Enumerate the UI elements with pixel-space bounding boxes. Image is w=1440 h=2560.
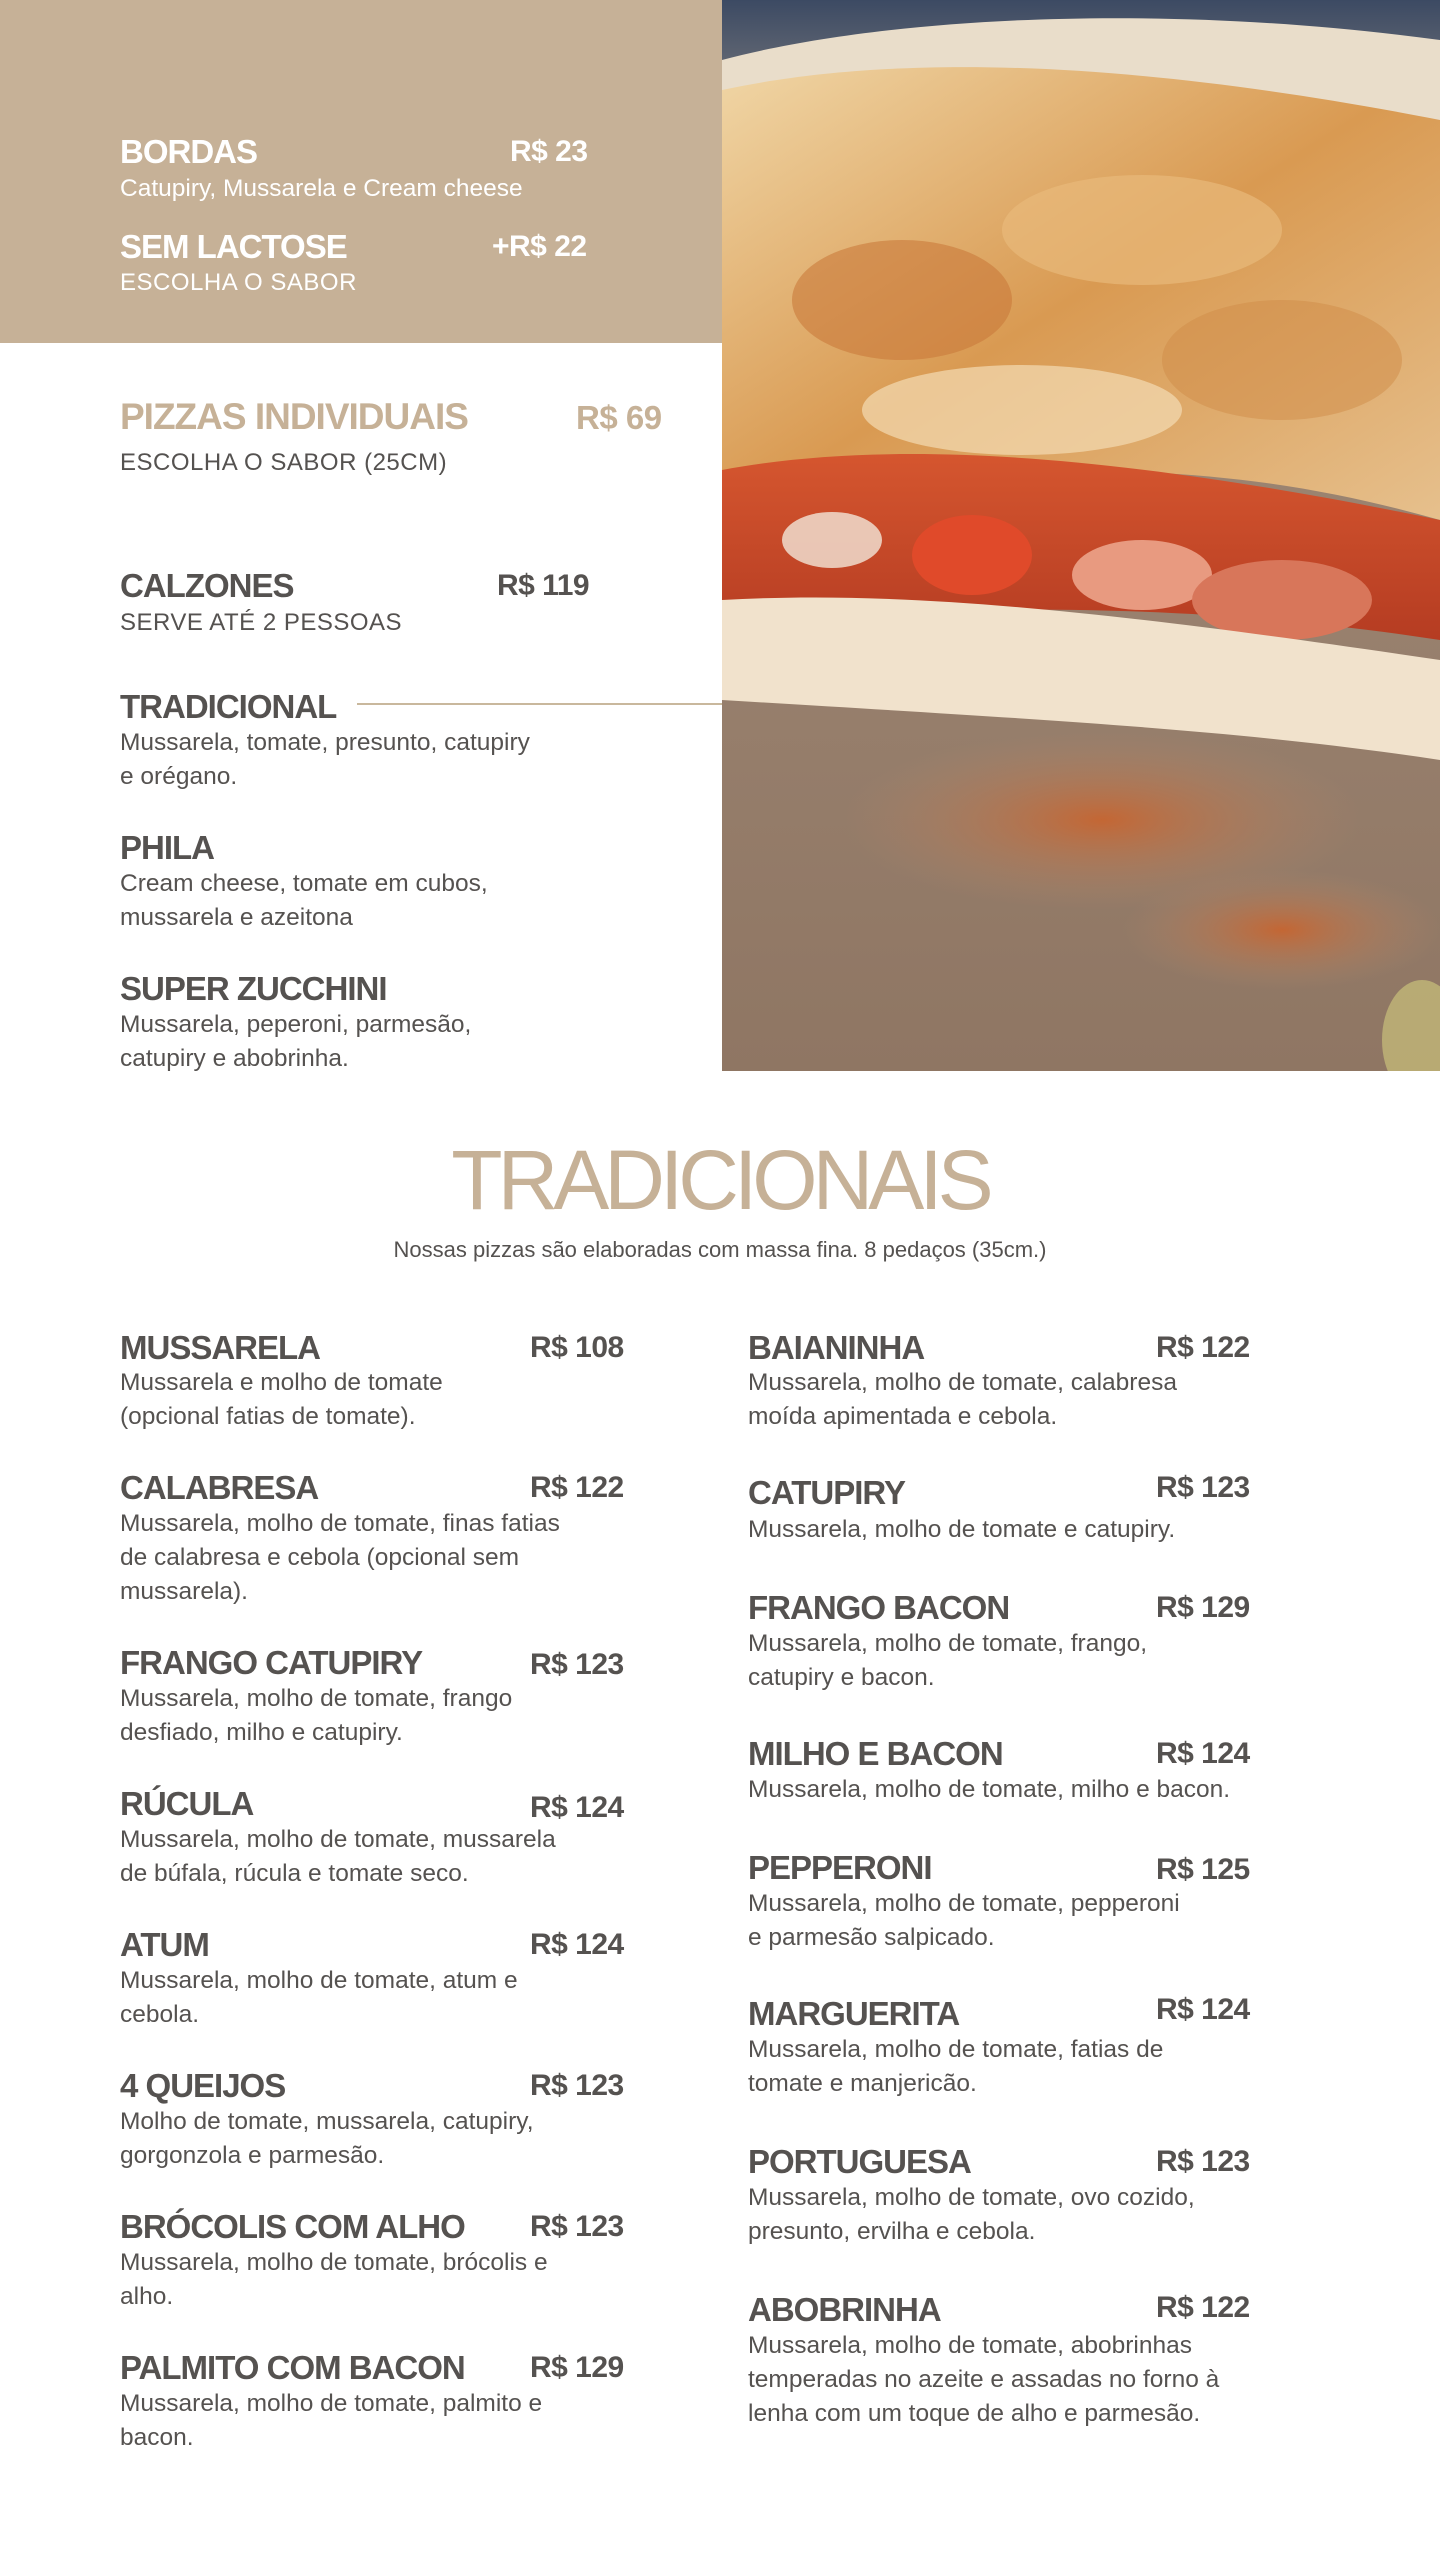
menu-item-name: CATUPIRY: [748, 1474, 905, 1511]
calzone-item-desc: [120, 726, 530, 794]
menu-item-desc: [748, 1627, 1147, 1695]
desc-line: Mussarela, molho de tomate, atum e: [120, 1967, 518, 1994]
menu-item-price: R$ 123: [530, 2210, 624, 2243]
calzones-price: R$ 119: [497, 569, 590, 602]
desc-line: Mussarela, molho de tomate, frango,: [748, 1630, 1148, 1657]
menu-item-price: R$ 129: [1156, 1591, 1250, 1624]
bordas-name: BORDAS: [120, 133, 258, 170]
menu-item-price: R$ 123: [530, 2069, 624, 2102]
desc-line: (opcional fatias de tomate).: [120, 1403, 416, 1430]
menu-item-price: R$ 124: [530, 1928, 624, 1961]
menu-item-name: PEPPERONI: [748, 1849, 932, 1886]
desc-line: Mussarela, peperoni, parmesão,: [120, 1011, 472, 1038]
menu-item-name: BRÓCOLIS COM ALHO: [120, 2208, 465, 2245]
desc-line: alho.: [120, 2283, 174, 2310]
menu-item-desc: [120, 2105, 534, 2173]
calzones-name: CALZONES: [120, 567, 294, 604]
menu-item-desc: [120, 1507, 560, 1609]
desc-line: Mussarela, molho de tomate, palmito e: [120, 2390, 543, 2417]
desc-line: de calabresa e cebola (opcional sem: [120, 1544, 520, 1571]
menu-item-name: MARGUERITA: [748, 1995, 960, 2032]
menu-item-desc: [120, 1366, 443, 1434]
menu-item-name: PALMITO COM BACON: [120, 2349, 465, 2386]
desc-line: Mussarela, molho de tomate, frango: [120, 1685, 513, 1712]
desc-line: e parmesão salpicado.: [748, 1924, 995, 1951]
section-subtitle: Nossas pizzas são elaboradas com massa fina. 8 pedaços (35cm.): [393, 1237, 1047, 1262]
menu-item-name: 4 QUEIJOS: [120, 2067, 286, 2104]
desc-line: de búfala, rúcula e tomate seco.: [120, 1860, 469, 1887]
calzone-item-name: TRADICIONAL: [120, 688, 337, 725]
menu-item-desc: [748, 2329, 1219, 2431]
menu-item-name: MILHO E BACON: [748, 1735, 1003, 1772]
menu-item-name: MUSSARELA: [120, 1329, 321, 1366]
desc-line: mussarela).: [120, 1578, 248, 1605]
desc-line: Mussarela, molho de tomate, ovo cozido,: [748, 2184, 1195, 2211]
desc-line: Cream cheese, tomate em cubos,: [120, 870, 488, 897]
menu-item-price: R$ 124: [1156, 1993, 1250, 2026]
menu-item-name: RÚCULA: [120, 1785, 254, 1822]
calzone-item-desc: [120, 867, 488, 935]
menu-item-price: R$ 122: [1156, 2291, 1250, 2324]
menu-item-desc: [748, 1513, 1175, 1547]
pizzas-individuais-name: PIZZAS INDIVIDUAIS: [120, 396, 468, 437]
menu-item-name: CALABRESA: [120, 1469, 319, 1506]
menu-item-name: FRANGO CATUPIRY: [120, 1644, 423, 1681]
menu-item-price: R$ 125: [1156, 1853, 1250, 1886]
desc-line: Mussarela, molho de tomate, pepperoni: [748, 1890, 1180, 1917]
bordas-price: R$ 23: [510, 135, 588, 168]
section-title: TRADICIONAIS: [451, 1133, 989, 1227]
menu-item-desc: [120, 1964, 518, 2032]
menu-item-desc: [748, 2033, 1163, 2101]
desc-line: temperadas no azeite e assadas no forno à: [748, 2366, 1220, 2393]
desc-line: catupiry e abobrinha.: [120, 1045, 349, 1072]
menu-item-desc: [120, 2387, 542, 2455]
desc-line: Mussarela, molho de tomate, brócolis e: [120, 2249, 548, 2276]
menu-item-desc: [120, 1682, 512, 1750]
menu-item-desc: [748, 1366, 1177, 1434]
menu-item-name: FRANGO BACON: [748, 1589, 1010, 1626]
pizzas-individuais-price: R$ 69: [576, 399, 662, 436]
desc-line: Mussarela, molho de tomate, mussarela: [120, 1826, 556, 1853]
desc-line: Mussarela, tomate, presunto, catupiry: [120, 729, 530, 756]
calzone-item-name: PHILA: [120, 829, 214, 866]
menu-item-desc: [120, 2246, 548, 2314]
menu-item-desc: [120, 1823, 556, 1891]
calzones-desc: SERVE ATÉ 2 PESSOAS: [120, 609, 403, 636]
menu-item-name: PORTUGUESA: [748, 2143, 971, 2180]
desc-line: bacon.: [120, 2424, 194, 2451]
desc-line: Mussarela, molho de tomate, fatias de: [748, 2036, 1164, 2063]
desc-line: Mussarela e molho de tomate: [120, 1369, 443, 1396]
menu-item-name: ABOBRINHA: [748, 2291, 941, 2328]
menu-item-price: R$ 124: [530, 1791, 624, 1824]
desc-line: Mussarela, molho de tomate, abobrinhas: [748, 2332, 1192, 2359]
calzone-item-desc: [120, 1008, 471, 1076]
calzone-photo: [722, 0, 1440, 1071]
calzone-photo-illustration: [722, 0, 1440, 1071]
menu-item-price: R$ 124: [1156, 1737, 1250, 1770]
menu-item-desc: [748, 1773, 1230, 1807]
menu-item-price: R$ 122: [1156, 1331, 1250, 1364]
desc-line: lenha com um toque de alho e parmesão.: [748, 2400, 1201, 2427]
leader-line: [357, 703, 727, 705]
desc-line: Mussarela, molho de tomate, milho e bacon.: [748, 1776, 1231, 1803]
desc-line: e orégano.: [120, 763, 238, 790]
desc-line: Mussarela, molho de tomate, finas fatias: [120, 1510, 560, 1537]
sem-lactose-price: +R$ 22: [492, 230, 587, 263]
menu-item-price: R$ 122: [530, 1471, 624, 1504]
desc-line: tomate e manjericão.: [748, 2070, 977, 2097]
sem-lactose-name: SEM LACTOSE: [120, 228, 347, 265]
menu-item-name: ATUM: [120, 1926, 209, 1963]
calzone-item-name: SUPER ZUCCHINI: [120, 970, 387, 1007]
sem-lactose-desc: ESCOLHA O SABOR: [120, 269, 357, 296]
desc-line: moída apimentada e cebola.: [748, 1403, 1058, 1430]
desc-line: mussarela e azeitona: [120, 904, 353, 931]
menu-item-name: BAIANINHA: [748, 1329, 925, 1366]
menu-item-price: R$ 123: [1156, 1471, 1250, 1504]
desc-line: desfiado, milho e catupiry.: [120, 1719, 403, 1746]
desc-line: Mussarela, molho de tomate e catupiry.: [748, 1516, 1176, 1543]
desc-line: Molho de tomate, mussarela, catupiry,: [120, 2108, 534, 2135]
menu-item-price: R$ 123: [530, 1648, 624, 1681]
desc-line: cebola.: [120, 2001, 200, 2028]
desc-line: gorgonzola e parmesão.: [120, 2142, 385, 2169]
pizzas-individuais-desc: ESCOLHA O SABOR (25CM): [120, 449, 448, 476]
menu-item-desc: [748, 2181, 1195, 2249]
desc-line: Mussarela, molho de tomate, calabresa: [748, 1369, 1177, 1396]
menu-item-price: R$ 123: [1156, 2145, 1250, 2178]
bordas-desc: Catupiry, Mussarela e Cream cheese: [120, 175, 523, 202]
desc-line: catupiry e bacon.: [748, 1664, 935, 1691]
menu-item-desc: [748, 1887, 1180, 1955]
menu-item-price: R$ 108: [530, 1331, 624, 1364]
desc-line: presunto, ervilha e cebola.: [748, 2218, 1036, 2245]
menu-item-price: R$ 129: [530, 2351, 624, 2384]
